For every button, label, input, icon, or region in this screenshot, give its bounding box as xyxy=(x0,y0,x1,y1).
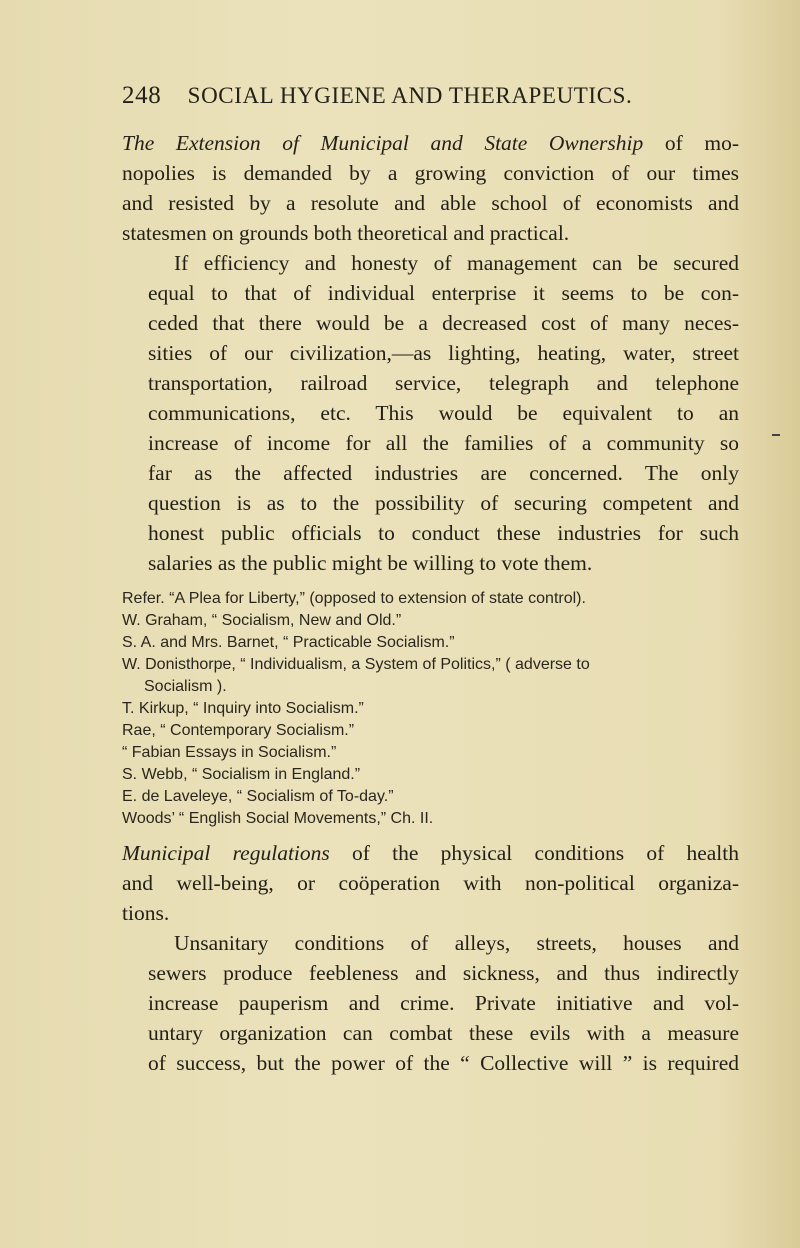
text-line: untary organization can combat these evils with a measure xyxy=(148,1021,739,1045)
reference-item: E. de Laveleye, “ Socialism of To-day.” xyxy=(122,788,394,805)
reference-list xyxy=(122,588,739,830)
reference-item: “ Fabian Essays in Socialism.” xyxy=(122,744,337,761)
reference-item: W. Donisthorpe, “ Individualism, a System of Politics,” ( adverse to xyxy=(122,656,590,673)
paragraph-unsanitary xyxy=(122,928,739,1078)
text-line: salaries as the public might be willing to vote them. xyxy=(148,551,593,575)
italic-heading: Municipal regulations xyxy=(122,841,330,865)
text-line: and well-being, or coöperation with non-political organiza- xyxy=(122,871,739,895)
text-line: The Extension of Municipal and State Ownership of mo- xyxy=(122,131,739,155)
margin-mark xyxy=(772,434,780,436)
text-line: increase of income for all the families of a community so xyxy=(148,431,739,455)
text-line: transportation, railroad service, telegraph and telephone xyxy=(148,371,739,395)
reference-item: Woods’ “ English Social Movements,” Ch. II. xyxy=(122,810,434,827)
page-number: 248 xyxy=(122,82,162,109)
text-line: communications, etc. This would be equivalent to an xyxy=(148,401,739,425)
reference-item: S. A. and Mrs. Barnet, “ Practicable Socialism.” xyxy=(122,634,455,651)
text-line: and resisted by a resolute and able school of economists and xyxy=(122,191,739,215)
page-body xyxy=(122,128,739,1078)
paragraph-efficiency xyxy=(122,248,739,578)
text-line: increase pauperism and crime. Private initiative and vol- xyxy=(148,991,739,1015)
text-line: statesmen on grounds both theoretical and practical. xyxy=(122,221,570,245)
paragraph-municipal-regulations xyxy=(122,838,739,928)
reference-item: Rae, “ Contemporary Socialism.” xyxy=(122,722,355,739)
reference-item: Refer. “A Plea for Liberty,” (opposed to extension of state control). xyxy=(122,590,586,607)
text-line: equal to that of individual enterprise it seems to be con- xyxy=(148,281,739,305)
text-line: question is as to the possibility of securing competent and xyxy=(148,491,739,515)
text-line: Unsanitary conditions of alleys, streets, houses and xyxy=(174,931,739,955)
text-line: ceded that there would be a decreased cost of many neces- xyxy=(148,311,739,335)
text-line: Municipal regulations of the physical conditions of health xyxy=(122,841,739,865)
reference-item: W. Graham, “ Socialism, New and Old.” xyxy=(122,612,402,629)
text-line: honest public officials to conduct these industries for such xyxy=(148,521,739,545)
text-line: sewers produce feebleness and sickness, and thus indirectly xyxy=(148,961,739,985)
running-header xyxy=(122,82,732,110)
italic-heading: The Extension of Municipal and State Ownership xyxy=(122,131,644,155)
text-line: nopolies is demanded by a growing conviction of our times xyxy=(122,161,739,185)
reference-item: S. Webb, “ Socialism in England.” xyxy=(122,766,361,783)
text-line: sities of our civilization,—as lighting, heating, water, street xyxy=(148,341,739,365)
paragraph-ownership xyxy=(122,128,739,248)
reference-item: T. Kirkup, “ Inquiry into Socialism.” xyxy=(122,700,364,717)
text-line: of success, but the power of the “ Collective will ” is required xyxy=(148,1051,739,1075)
text-line: far as the affected industries are concerned. The only xyxy=(148,461,739,485)
text-line: tions. xyxy=(122,901,170,925)
text-line: If efficiency and honesty of management can be secured xyxy=(174,251,739,275)
reference-item-continuation: Socialism ). xyxy=(144,678,227,695)
running-title: SOCIAL HYGIENE AND THERAPEUTICS. xyxy=(187,83,633,108)
